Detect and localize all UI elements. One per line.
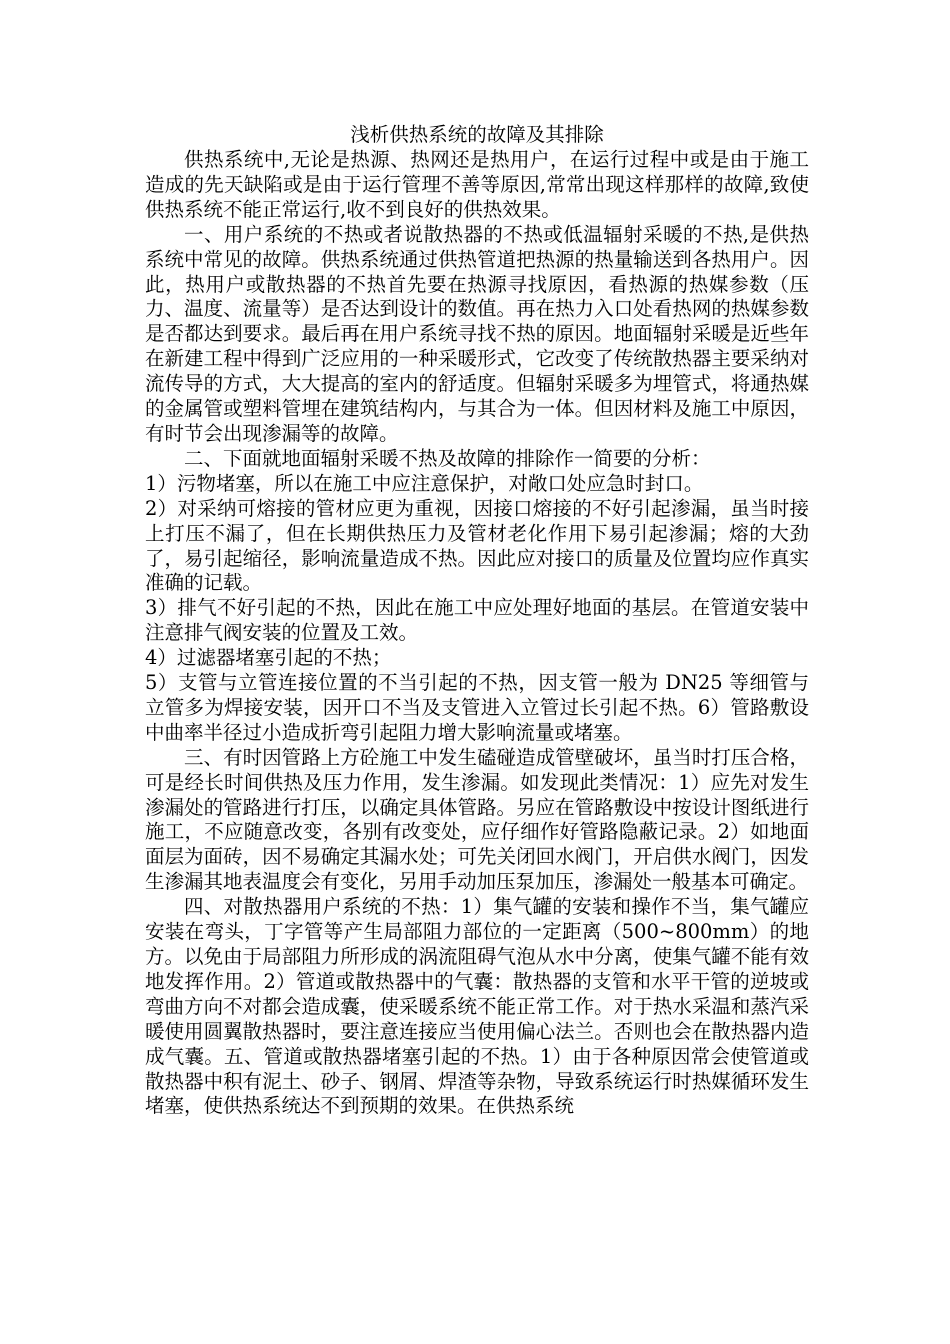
list-item-2: 2）对采纳可熔接的管材应更为重视，因接口熔接的不好引起渗漏，虽当时接上打压不漏了，但在长期供热压力及管材老化作用下易引起渗漏；熔的大劲了，易引起缩径，影响流量造成不热。因此应对接口的质量及位置均应作真实准确的记载。 [145, 496, 809, 595]
paragraph-section-4: 四、对散热器用户系统的不热：1）集气罐的安装和操作不当，集气罐应安装在弯头，丁字管等产生局部阻力部位的一定距离（500~800mm）的地方。以免由于局部阻力所形成的涡流阻碍气泡从水中分离，使集气罐不能有效地发挥作用。2）管道或散热器中的气囊：散热器的支管和水平干管的逆坡或弯曲方向不对都会造成囊，使采暖系统不能正常工作。对于热水采温和蒸汽采暖使用圆翼散热器时，要注意连接应当使用偏心法兰。否则也会在散热器内造成气囊。五、管道或散热器堵塞引起的不热。1）由于各种原因常会使管道或散热器中积有泥土、砂子、钢屑、焊渣等杂物，导致系统运行时热媒循环发生堵塞，使供热系统达不到预期的效果。在供热系统 [145, 895, 809, 1118]
paragraph-section-3: 三、有时因管路上方砼施工中发生磕碰造成管壁破坏，虽当时打压合格，可是经长时间供热及压力作用，发生渗漏。如发现此类情况：1）应先对发生渗漏处的管路进行打压，以确定具体管路。另应在管路敷设中按设计图纸进行施工，不应随意改变，各别有改变处，应仔细作好管路隐蔽记录。2）如地面面层为面砖，因不易确定其漏水处；可先关闭回水阀门，开启供水阀门，因发生渗漏其地表温度会有变化，另用手动加压泵加压，渗漏处一般基本可确定。 [145, 745, 809, 894]
document-page [145, 122, 809, 1119]
list-item-3: 3）排气不好引起的不热，因此在施工中应处理好地面的基层。在管道安装中注意排气阀安装的位置及工效。 [145, 596, 809, 645]
paragraph-intro: 供热系统中,无论是热源、热网还是热用户，在运行过程中或是由于施工造成的先天缺陷或是由于运行管理不善等原因,常常出现这样那样的故障,致使供热系统不能正常运行,收不到良好的供热效果。 [145, 148, 809, 221]
document-title: 浅析供热系统的故障及其排除 [350, 123, 604, 146]
list-item-4: 4）过滤器堵塞引起的不热； [145, 646, 392, 670]
list-item-1: 1）污物堵塞，所以在施工中应注意保护，对敞口处应急时封口。 [145, 471, 704, 495]
paragraph-section-1: 一、用户系统的不热或者说散热器的不热或低温辐射采暖的不热,是供热系统中常见的故障。供热系统通过供热管道把热源的热量输送到各热用户。因此，热用户或散热器的不热首先要在热源寻找原因，看热源的热媒参数（压力、温度、流量等）是否达到设计的数值。再在热力入口处看热网的热媒参数是否都达到要求。最后再在用户系统寻找不热的原因。地面辐射采暖是近些年在新建工程中得到广泛应用的一种采暖形式，它改变了传统散热器主要采纳对流传导的方式，大大提高的室内的舒适度。但辐射采暖多为埋管式，将通热媒的金属管或塑料管埋在建筑结构内，与其合为一体。但因材料及施工中原因，有时节会出现渗漏等的故障。 [145, 222, 809, 445]
list-item-5: 5）支管与立管连接位置的不当引起的不热，因支管一般为 DN25 等细管与立管多为焊接安装，因开口不当及支管进入立管过长引起不热。6）管路敷设中曲率半径过小造成折弯引起阻力增大影响流量或堵塞。 [145, 671, 809, 744]
document-body [145, 148, 809, 1119]
paragraph-section-2-heading: 二、下面就地面辐射采暖不热及故障的排除作一简要的分析： [184, 446, 711, 470]
